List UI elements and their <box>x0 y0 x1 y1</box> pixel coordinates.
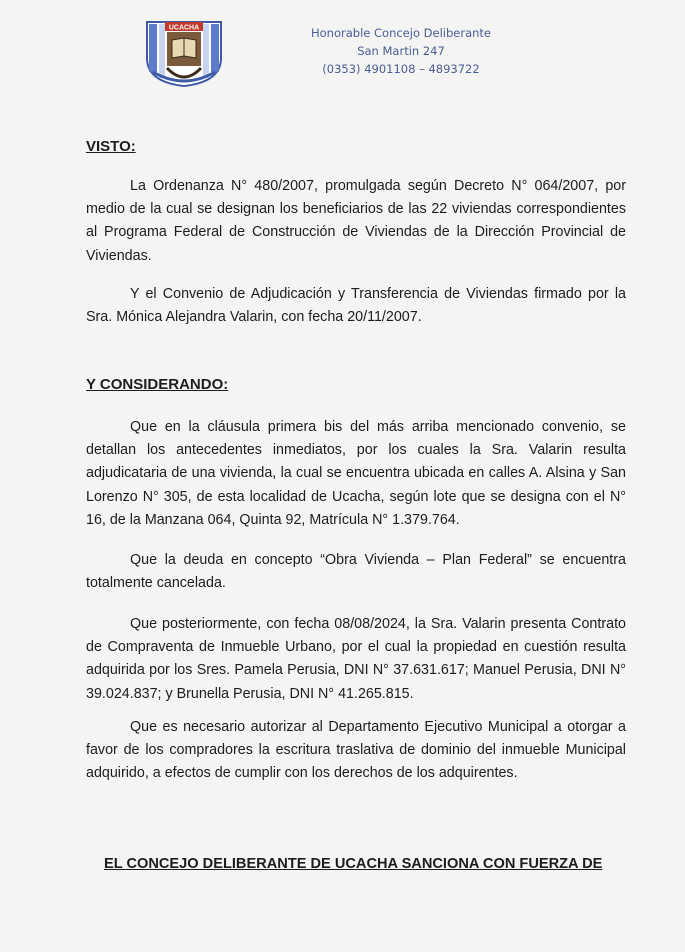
sanciona-heading: EL CONCEJO DELIBERANTE DE UCACHA SANCIONA CON FUERZA DE <box>104 856 603 872</box>
visto-paragraph-1: La Ordenanza N° 480/2007, promulgada según Decreto N° 064/2007, por medio de la cual se designan los beneficiarios de las 22 viviendas correspondientes al Programa Federal de Construcción de Viviendas de la Dirección Provincial de Viviendas. <box>86 178 626 264</box>
visto-paragraph-2: Y el Convenio de Adjudicación y Transferencia de Viviendas firmado por la Sra. Mónica Alejandra Valarin, con fecha 20/11/2007. <box>86 286 626 326</box>
logo-label: UCACHA <box>168 24 200 32</box>
header-institution: Honorable Concejo Deliberante <box>311 26 491 40</box>
considerando-heading: Y CONSIDERANDO: <box>86 376 229 393</box>
considerando-paragraph-1: Que en la cláusula primera bis del más arriba mencionado convenio, se detallan los antecedentes inmediatos, por los cuales la Sra. Valarin resulta adjudicataria de una vivienda, la cual se encuentra ubicada en calles A. Alsina y San Lorenzo N° 305, de esta localidad de Ucacha, según lote que se designa con el N° 16, de la Manzana 064, Quinta 92, Matrícula N° 1.379.764. <box>86 419 626 528</box>
header-address: San Martin 247 <box>357 44 445 58</box>
considerando-paragraph-2: Que la deuda en concepto “Obra Vivienda – Plan Federal” se encuentra totalmente cancelada. <box>86 552 626 592</box>
municipal-crest-logo <box>143 18 225 88</box>
header-phone: (0353) 4901108 – 4893722 <box>322 62 480 76</box>
considerando-paragraph-4: Que es necesario autorizar al Departamento Ejecutivo Municipal a otorgar a favor de los compradores la escritura traslativa de dominio del inmueble Municipal adquirido, a efectos de cumplir con los derechos de los adquirentes. <box>86 719 626 782</box>
header-contact <box>296 24 506 78</box>
visto-heading: VISTO: <box>86 138 136 155</box>
considerando-paragraph-3: Que posteriormente, con fecha 08/08/2024, la Sra. Valarin presenta Contrato de Compraventa de Inmueble Urbano, por el cual la propiedad en cuestión resulta adquirida por los Sres. Pamela Perusia, DNI N° 37.631.617; Manuel Perusia, DNI N° 39.024.837; y Brunella Perusia, DNI N° 41.265.815. <box>86 616 626 702</box>
